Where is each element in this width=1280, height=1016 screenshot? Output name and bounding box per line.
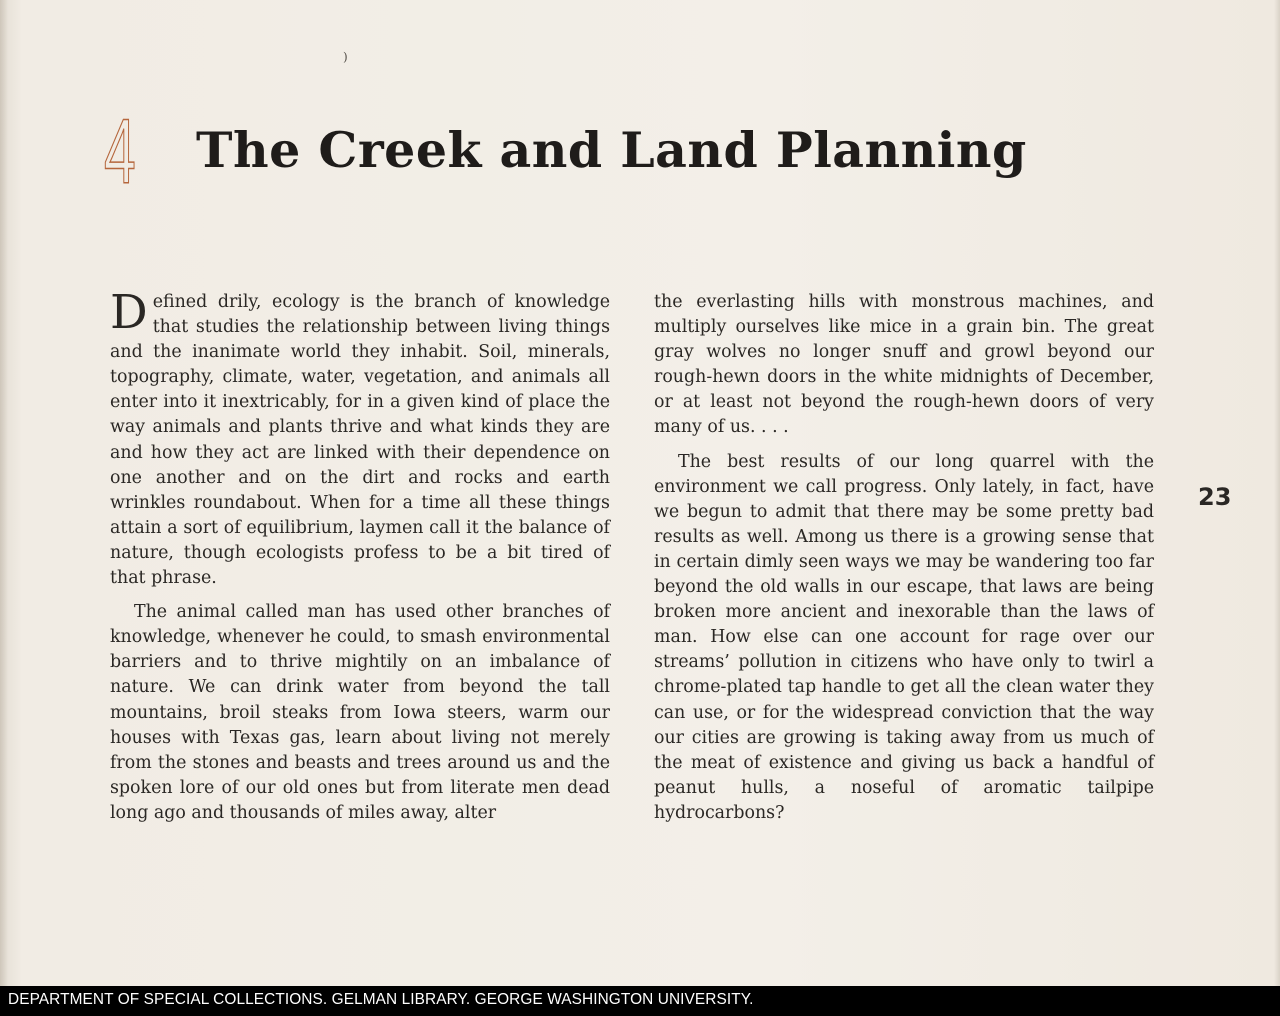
- paragraph-text: efined drily, ecology is the branch of knowledge that studies the relationship between living things and the inanimate world they inhabit. Soil, minerals, topography, climate, water, vegetation, and animals all enter into it inextricably, for in a given kind of place the way animals and plants thrive and what kinds they are and how they act are linked with their dependence on one another and on the dirt and rocks and earth wrinkles roundabout. When for a time all these things attain a sort of equilibrium, laymen call it the balance of nature, though ecologists profess to be a bit tired of that phrase.: [110, 292, 610, 589]
- paragraph: [110, 285, 610, 591]
- page-edge-shadow: [1274, 0, 1280, 986]
- paragraph: the everlasting hills with monstrous machines, and multiply ourselves like mice in a grain bin. The great gray wolves no longer snuff and growl beyond our rough-hewn doors in the white midnights of December, or at least not beyond the rough-hewn doors of very many of us. . . .: [654, 292, 1154, 438]
- page-gutter-shadow: [0, 0, 8, 986]
- left-column: [110, 285, 610, 826]
- credit-bar: [0, 986, 1280, 1016]
- chapter-number: 4: [104, 101, 134, 203]
- chapter-title: The Creek and Land Planning: [196, 121, 1027, 179]
- right-column: [654, 290, 1154, 826]
- drop-cap: D: [110, 285, 148, 340]
- stray-mark: ): [343, 50, 348, 64]
- paragraph: The best results of our long quarrel with the environment we call progress. Only lately, in fact, have we begun to admit that there may be some pretty bad results as well. Among us there is a growing sense that in certain dimly seen ways we may be wandering too far beyond the old walls in our escape, that laws are being broken more ancient and inexorable than the laws of man. How else can one account for rage over our streams’ pollution in citizens who have only to twirl a chrome-plated tap handle to get all the clean water they can use, or for the widespread conviction that the way our cities are growing is taking away from us much of the meat of existence and giving us back a handful of peanut hulls, a noseful of aromatic tailpipe hydrocarbons?: [654, 451, 1154, 823]
- credit-text: DEPARTMENT OF SPECIAL COLLECTIONS. GELMAN LIBRARY. GEORGE WASHINGTON UNIVERSITY.: [8, 991, 754, 1008]
- page-number: 23: [1198, 483, 1232, 511]
- paragraph: The animal called man has used other branches of knowledge, whenever he could, to smash environmental barriers and to thrive mightily on an imbalance of nature. We can drink water from beyond the tall mountains, broil steaks from Iowa steers, warm our houses with Texas gas, learn about living not merely from the stones and beasts and trees around us and the spoken lore of our old ones but from literate men dead long ago and thousands of miles away, alter: [110, 602, 610, 823]
